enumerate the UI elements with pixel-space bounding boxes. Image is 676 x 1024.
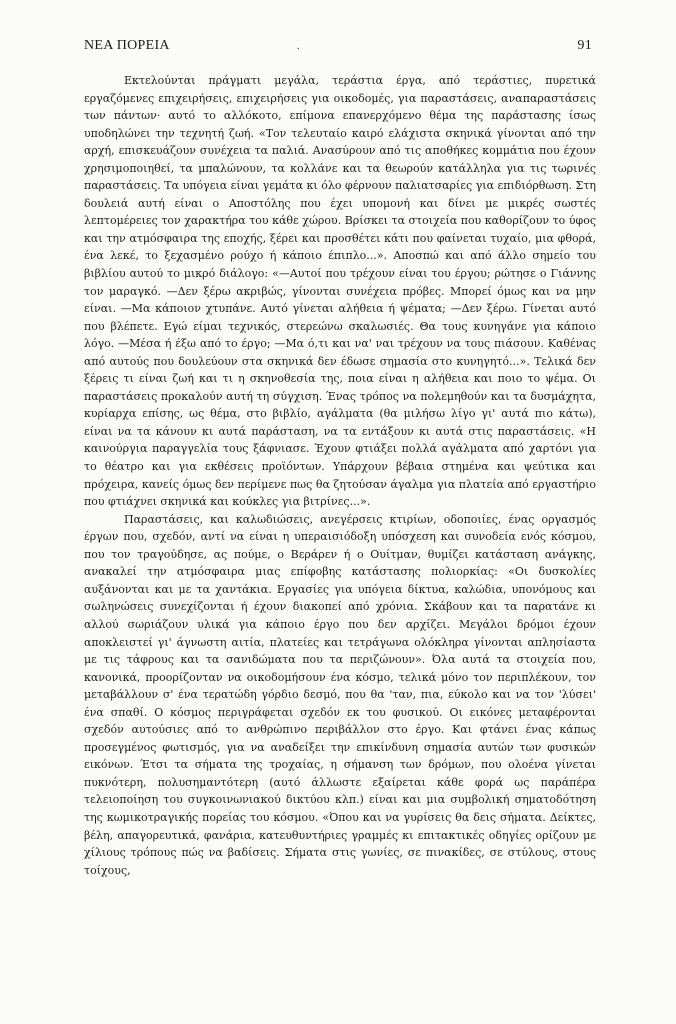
header-dot: . bbox=[297, 41, 300, 52]
page-number: 91 bbox=[577, 38, 592, 53]
page-body bbox=[84, 72, 596, 879]
paragraph-2: Παραστάσεις, και καλωδιώσεις, ανεγέρσεις κτιρίων, οδοποιίες, ένας οργασμός έργων που, σχεδόν, αντί να είναι η υπεραισιόδοξη υπόσχεση και συνοδεία ενός κόσμου, που τον τραγούδησε, ας πούμε, ο Βεράρεν ή ο Ουίτμαν, θυμίζει κατάσταση ανάγκης, ανακαλεί την ατμόσφαιρα μιας επίφοβης κατάστασης πολιορκίας: «Οι δυσκολίες αυξάνονται και με τα χαντάκια. Εργασίες για υπόγεια δίκτυα, καλώδια, υπονόμους και σωληνώσεις συνεχίζονται ή έχουν διακοπεί από χρόνια. Σκάβουν και τα παρατάνε κι αλλού σωριάζουν υλικά για κάποιο έργο που δεν αρχίζει. Μεγάλοι δρόμοι έχουν αποκλειστεί γι' άγνωστη αιτία, πλατείες και τετράγωνα ολόκληρα γίνονται απλησίαστα με τις τάφρους και τα σανιδώματα που τα περιζώνουν». Όλα αυτά τα στοιχεία που, κανονικά, προορίζονταν να οικοδομήσουν ένα κόσμο, τελικά μόνο τον περιπλέκουν, τον μεταβάλλουν σ' ένα τερατώδη γόρδιο δεσμό, που θα 'ταν, πια, εύκολο και να τον 'λύσει' ένα σπαθί. Ο κόσμος περιγράφεται σχεδόν εκ του φυσικού. Οι εικόνες μεταφέρονται σχεδόν αυτούσιες από το ανθρώπινο περιβάλλον στο έργο. Και φτάνει ένας κάπως προσεγμένος φωτισμός, για να αναδείξει την επικίνδυνη σημασία αυτών των φυσικών εικόνων. Έτσι τα σήματα της τροχαίας, η σήμανση των δρόμων, που ολοένα γίνεται πυκνότερη, πολυσημαντότερη (αυτό άλλωστε εξαίρεται κάθε φορά ως παράπέρα τελειοποίηση του συγκοινωνιακού δικτύου κλπ.) είναι και μια συμβολική σηματοδότηση της κωμικοτραγικής πορείας του κόσμου. «Όπου και να γυρίσεις θα δεις σήματα. Δείκτες, βέλη, απαγορευτικά, φανάρια, κατευθυντήριες γραμμές κι επιτακτικές οδηγίες ορίζουν με χίλιους τρόπους πώς να βαδίσεις. Σήματα στις γωνίες, σε πινακίδες, σε στύλους, στους τοίχους, bbox=[84, 512, 596, 877]
page-header bbox=[84, 38, 592, 58]
running-title: ΝΕΑ ΠΟΡΕΙΑ bbox=[84, 38, 170, 53]
paragraph-1: Εκτελούνται πράγματι μεγάλα, τεράστια έργα, από τεράστιες, πυρετικά εργαζόμενες επιχειρήσεις, επιχειρήσεις για οικοδομές, για παραστάσεις, αναπαραστάσεις των πάντων· αυτό το αλλόκοτο, επίμονα επανερχόμενο θέμα της παράστασης ίσως υποδηλώνει την τεχνητή ζωή. «Τον τελευταίο καιρό ελάχιστα σκηνικά γίνονται από την αρχή, επισκευάζουν συνέχεια τα παλιά. Ανασύρουν από τις αποθήκες κομμάτια που έχουν χρησιμοποιηθεί, τα μπαλώνουν, τα κολλάνε και τα θεωρούν κατάλληλα για τις τωρινές παραστάσεις. Τα υπόγεια είναι γεμάτα κι όλο φέρνουν παλιατσαρίες για επιδιόρθωση. Στη δουλειά αυτή είναι ο Αποστόλης που έχει υπομονή και δίνει με μικρές σωστές λεπτομέρειες τον χαρακτήρα του κάθε χώρου. Βρίσκει τα στοιχεία που καθορίζουν το ύφος και την ατμόσφαιρα της εποχής, ξέρει και προσθέτει κάτι που φαίνεται τυχαίο, μια φθορά, ένα λεκέ, το ξεχασμένο ρούχο ή κάποιο έπιπλο...». Αποσπώ και από άλλο σημείο του βιβλίου αυτού το μικρό διάλογο: «—Αυτοί που τρέχουν είναι του έργου; ρώτησε ο Γιάννης τον μαραγκό. —Δεν ξέρω ακριβώς, γίνονται συνέχεια πρόβες. Μπορεί όμως και να μην είναι. —Μα κάποιον χτυπάνε. Αυτό γίνεται αλήθεια ή ψέματα; —Δεν ξέρω. Γίνεται αυτό που βλέπετε. Εγώ είμαι τεχνικός, στερεώνω σκαλωσιές. Θα τους κυνηγάνε για κάποιο λόγο. —Μέσα ή έξω από το έργο; —Μα ό,τι και να' ναι τρέχουν να τους πιάσουν. Καθένας από αυτούς που δουλεύουν στα σκηνικά δεν έδωσε σημασία στο κυνηγητό...». Τελικά δεν ξέρεις τι είναι ζωή και τι η σκηνοθεσία της, ποια είναι η αλήθεια και ποιο το ψέμα. Οι παραστάσεις προκαλούν αυτή τη σύγχιση. Ένας τρόπος να πολεμηθούν και τα δυσμάχητα, κυρίαρχα επίσης, ως θέμα, στο βιβλίο, αγάλματα (θα μιλήσω λίγο γι' αυτά πιο κάτω), είναι να τα κάνουν κι αυτά παράσταση, να τα εντάξουν κι αυτά στις παραστάσεις. «Η καινούργια παραγγελία τους ξάφνιασε. Έχουν φτιάξει πολλά αγάλματα από χαρτόνι για το θέατρο και για εκθέσεις προϊόντων. Υπάρχουν βέβαια στημένα και ψεύτικα και πρόχειρα, κανείς όμως δεν περίμενε πως θα ζητούσαν άγαλμα για πλατεία από εργαστήριο που φτιάχνει σκηνικά και κούκλες για βιτρίνες...». bbox=[84, 74, 596, 509]
